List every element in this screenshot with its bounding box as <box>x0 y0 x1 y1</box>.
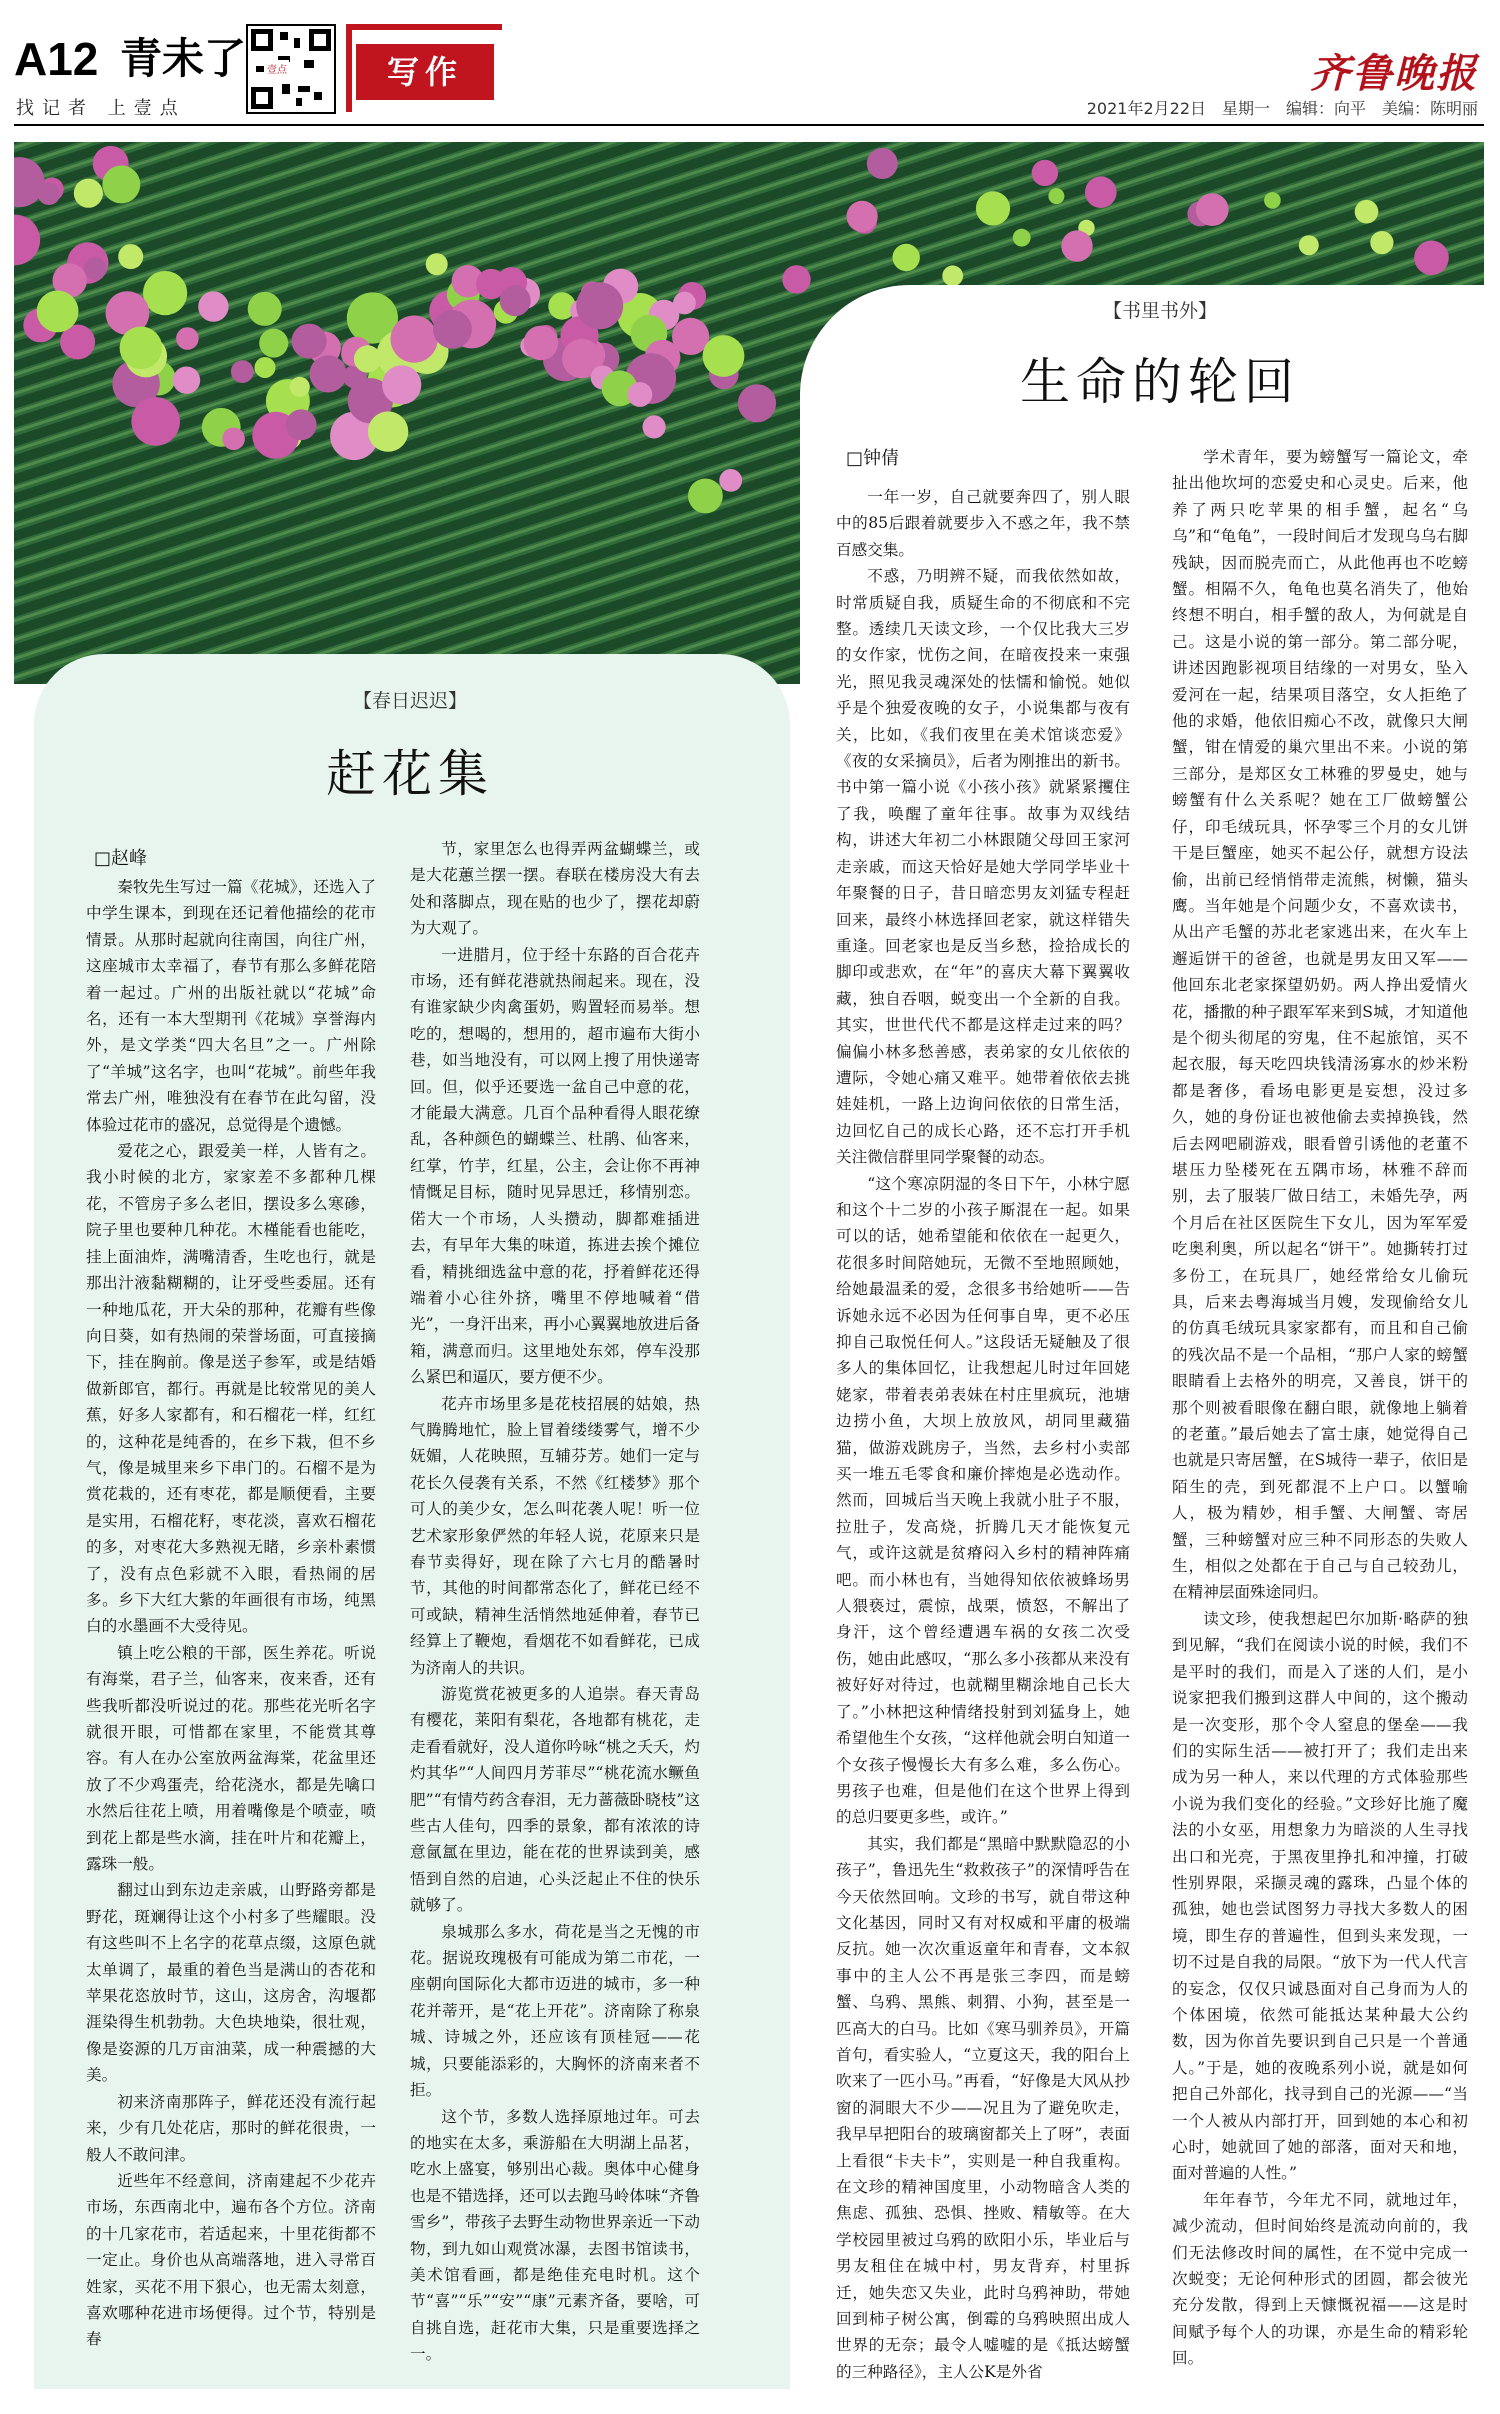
flowering-tree <box>703 335 745 377</box>
flowering-tree <box>391 316 438 363</box>
slogan: 找记者 上壹点 <box>16 98 186 119</box>
flowering-tree <box>118 244 143 269</box>
paragraph: 这个节，多数人选择原地过年。可去的地实在太多，乘游船在大明湖上品茗，吃水上盛宴，够别出心裁。奥体中心健身也是不错选择，还可以去跑马岭体味“齐鲁雪乡”，带孩子去野生动物世界亲近一下动物，到九如山观赏冰瀑，去图书馆读书，美术馆看画，都是绝佳充电时机。这个节“喜”“乐”“安”“康”元素齐备，要啥，可自挑自选，赶花市大集，只是重要选择之一。 <box>410 2107 700 2364</box>
flowering-tree <box>1370 231 1393 254</box>
flowering-tree <box>198 291 228 321</box>
flowering-tree <box>248 292 282 326</box>
flowering-tree <box>942 265 963 286</box>
right-article-column-2 <box>1172 444 1468 2389</box>
flowering-tree <box>290 377 310 397</box>
paragraph: 学术青年，要为螃蟹写一篇论文，牵扯出他坎坷的恋爱史和心灵史。后来，他养了两只吃苹果的相手蟹，起名“乌乌”和“龟龟”，一段时间后才发现乌乌右脚残缺，因而脱壳而亡，从此他再也不吃螃蟹。相隔不久，龟龟也莫名消失了，他始终想不明白，相手蟹的敌人，为何就是自己。这是小说的第一部分。第二部分呢，讲述因跑影视项目结缘的一对男女，坠入爱河在一起，结果项目落空，女人拒绝了他的求婚，他依旧痴心不改，就像只大闸蟹，钳在情爱的巢穴里出不来。小说的第三部分，是郑区女工林雅的罗曼史，她与螃蟹有什么关系呢？她在工厂做螃蟹公仔，印毛绒玩具，怀孕零三个月的女儿饼干是巨蟹座，她买不起公仔，就想方设法偷，出前已经悄悄带走流熊，树懒，猫头鹰。当年她是个问题少女，不喜欢读书，从出产毛蟹的苏北老家逃出来，在火车上邂逅饼干的爸爸，也就是男友田又军——他回东北老家探望奶奶。两人挣出爱情火花，播撒的种子跟军军来到S城，才知道他是个彻头彻尾的穷鬼，住不起旅馆，买不起衣服，每天吃四块钱清汤寡水的炒米粉都是奢侈，看场电影更是妄想，没过多久，她的身份证也被他偷去卖掉换钱，然后去网吧刷游戏，眼看曾引诱他的老董不堪压力坠楼死在五隅市场，林雅不辞而别，去了服装厂做日结工，未婚先孕，两个月后在社区医院生下女儿，因为军军爱吃奥利奥，所以起名“饼干”。她撕转打过多份工，在玩具厂，她经常给女儿偷玩具，后来去粤海城当月嫂，发现偷给女儿的仿真毛绒玩具家家都有，而且和自己偷的残次品不是一个品相，“那户人家的螃蟹眼睛看上去格外的明亮，又善良，饼干的那个则被看眼像在翻白眼，就像地上躺着的老董。”最后她去了富士康，她觉得自己也就是只寄居蟹，在S城待一辈子，依旧是陌生的壳，到死都混不上户口。以蟹喻人，极为精妙，相手蟹、大闸蟹、寄居蟹，三种螃蟹对应三种不同形态的失败人生，相似之处都在于自己与自己较劲儿，在精神层面殊途同归。 <box>1172 448 1468 1602</box>
flowering-tree <box>1414 241 1449 276</box>
flowering-tree <box>1013 229 1031 247</box>
paragraph: 不惑，乃明辨不疑，而我依然如故，时常质疑自我，质疑生命的不彻底和不完整。透续几天读文珍，一个仅比我大三岁的女作家，忧伤之间，在暗夜投来一束强光，照见我灵魂深处的怯懦和愉悦。她似乎是个独爱夜晚的女子，小说集都与夜有关，比如，《我们夜里在美术馆谈恋爱》《夜的女采摘员》，后者为刚推出的新书。书中第一篇小说《小孩小孩》就紧紧攫住了我，唤醒了童年往事。故事为双线结构，讲述大年初二小林跟随父母回王家河走亲戚，而这天恰好是她大学同学毕业十年聚餐的日子，昔日暗恋男友刘猛专程赶回来，最终小林选择回老家，就这样错失重逢。回老家也是反当乡愁，捡拾成长的脚印或悲欢，在“年”的喜庆大幕下翼翼收藏，独自吞咽，蜕变出一个全新的自我。其实，世世代代不都是这样走过来的吗？偏偏小林多愁善感，表弟家的女儿依依的遭际，令她心痛又难平。她带着依依去挑娃娃机，一路上边询问依依的日常生活，边回忆自己的成长心路，还不忘打开手机关注微信群里同学聚餐的动态。 <box>836 567 1130 1167</box>
paragraph: 年年春节，今年尤不同，就地过年，减少流动，但时间始终是流动向前的，我们无法修改时间的属性，在不觉中完成一次蜕变；无论何种形式的团圆，都会彼光充分发散，得到上天慷慨祝福——这是时间赋予每个人的功课，亦是生命的精彩轮回。 <box>1172 2190 1468 2368</box>
section-label: 写作 <box>356 44 494 100</box>
flowering-tree <box>368 411 408 451</box>
flowering-tree <box>673 292 696 315</box>
flowering-tree <box>576 282 623 329</box>
right-article-column-tag: 【书里书外】 <box>1102 300 1217 322</box>
flowering-tree <box>1085 176 1117 208</box>
paragraph: 一进腊月，位于经十东路的百合花卉市场，还有鲜花港就热闹起来。现在，没有谁家缺少肉禽蛋奶，购置轻而易举。想吃的，想喝的，想用的，超市遍布大街小巷，如当地没有，可以网上搜了用快递寄回。但，似乎还要选一盆自己中意的花，才能最大满意。几百个品种看得人眼花缭乱，各种颜色的蝴蝶兰、杜鹃、仙客来，红掌，竹芋，红星，公主，会让你不再神情慨足目标，随时见异思迁，移情别恋。偌大一个市场，人头攒动，脚都难插进去，有早年大集的味道，拣进去挨个摊位看，精挑细选盆中意的花，抒着鲜花还得端着小心往外挤，嘴里不停地喊着“借光”，一身汗出来，再小心翼翼地放进后备箱，满意而归。这里地处东郊，停车没那么紧巴和逼仄，要方便不少。 <box>410 945 700 1387</box>
flowering-tree <box>1299 235 1319 255</box>
flowering-tree <box>643 415 666 438</box>
flowering-tree <box>131 397 180 446</box>
flowering-tree <box>255 357 276 378</box>
flowering-tree <box>102 165 140 203</box>
left-article-title: 赶花集 <box>326 745 494 803</box>
flowering-tree <box>120 327 163 370</box>
left-article-byline: □赵峰 <box>94 848 148 869</box>
flowering-tree <box>524 326 559 361</box>
paragraph: 游览赏花被更多的人追崇。春天青岛有樱花，莱阳有梨花，各地都有桃花，走走看看就好，没人道你吟咏“桃之夭夭，灼灼其华”“人间四月芳菲尽”“桃花流水鳜鱼肥”“有情芍药含春泪，无力蔷薇卧晓枝”这些古人佳句，四季的景象，都有浓浓的诗意氤氲在里边，能在花的世界读到美，感悟到自然的启迪，心头泛起止不住的快乐就够了。 <box>410 1685 700 1915</box>
paragraph: 其实，我们都是“黑暗中默默隐忍的小孩子”，鲁迅先生“救救孩子”的深情呼告在今天依然回响。文珍的书写，就自带这种文化基因，同时又有对权威和平庸的极端反抗。她一次次重返童年和青春，文本叙事中的主人公不再是张三李四，而是螃蟹、乌鸦、黑熊、刺猬、小狗，甚至是一匹高大的白马。比如《寒马驯养员》，开篇首句，看实验人，“立夏这天，我的阳台上吹来了一匹小马。”再看，“好像是大风从抄窗的洞眼大不少——况且为了避免吹走，我早早把阳台的玻璃窗都关上了呀”，表面上看很“卡夫卡”，实则是一种自我重构。在文珍的精神国度里，小动物暗含人类的焦虑、孤独、恐惧、挫败、精敏等。在大学校园里被过乌鸦的欧阳小乐，毕业后与男友租住在城中村，男友背弃，村里拆迁，她失恋又失业，此时乌鸦神助，带她回到柿子树公寓，倒霉的乌鸦映照出成人世界的无奈；最令人嘘嘘的是《抵达螃蟹的三种路径》，主人公K是外省 <box>836 1834 1130 2381</box>
paragraph: 一年一岁，自己就要奔四了，别人眼中的85后跟着就要步入不惑之年，我不禁百感交集。 <box>836 488 1130 559</box>
paragraph: 爱花之心，跟爱美一样，人皆有之。我小时候的北方，家家差不多都种几棵花，不管房子多么老旧，摆设多么寒碜，院子里也要种几种花。木槿能看也能吃，挂上面油炸，满嘴清香，生吃也行，就是那出汁液黏糊糊的，让牙受些委屈。还有一种地瓜花，开大朵的那种，花瓣有些像向日葵，如有热闹的荣誉场面，可直接摘下，挂在胸前。像是送子参军，或是结婚做新郎官，都行。再就是比较常见的美人蕉，好多人家都有，和石榴花一样，红红的，这种花是纯香的，在乡下栽，但不乡气，像是城里来乡下串门的。石榴不是为赏花栽的，还有枣花，都是顺便看，主要是实用，石榴花籽，枣花淡，喜欢石榴花的多，对枣花大多熟视无睹，乡亲朴素惯了，没有点色彩就不入眼，看热闹的居多。乡下大红大紫的年画很有市场，纯黑白的水墨画不大受待见。 <box>86 1142 376 1636</box>
flowering-tree <box>500 285 531 316</box>
qr-code-icon[interactable] <box>246 24 336 114</box>
flowering-tree <box>143 271 187 315</box>
flowering-tree <box>37 291 79 333</box>
header-rule <box>14 124 1484 126</box>
flowering-tree <box>286 409 317 440</box>
left-article-column-2 <box>410 836 700 2384</box>
flowering-tree <box>173 367 200 394</box>
flowering-tree <box>426 253 448 275</box>
paragraph: 节，家里怎么也得弄两盆蝴蝶兰，或是大花蕙兰摆一摆。春联在楼房没大有去处和落脚点，现在贴的也少了，摆花却蔚为大观了。 <box>410 840 700 938</box>
paragraph: 翻过山到东边走亲戚，山野路旁都是野花，斑斓得让这个小村多了些耀眼。没有这些叫不上名字的花草点缀，这原色就太单调了，最重的着色当是满山的杏花和苹果花恣放时节，这山，这房舍，沟堰都涯染得生机勃勃。大色块地染，很壮观，像是姿源的几万亩油菜，成一种震撼的大美。 <box>86 1881 376 2085</box>
flowering-tree <box>84 257 107 280</box>
flowering-tree <box>176 327 199 350</box>
flowering-tree <box>1061 230 1092 261</box>
page-name: 青未了 <box>120 34 247 83</box>
flowering-tree <box>231 360 254 383</box>
flowering-tree <box>893 244 920 271</box>
paragraph: 花卉市场里多是花枝招展的姑娘，热气腾腾地忙，脸上冒着缕缕雾气，增不少妩媚，人花映照，互辅芬芳。她们一定与花长久侵袭有关系，不然《红楼梦》那个可人的美少女，怎么叫花袭人呢！听一位艺术家形象俨然的年轻人说，花原来只是春节卖得好，现在除了六七月的酷暑时节，其他的时间都常态化了，鲜花已经不可或缺，精神生活悄然地延伸着，春节已经算上了鞭炮，看烟花不如看鲜花，已成为济南人的共识。 <box>410 1394 700 1677</box>
flowering-tree <box>719 469 742 492</box>
flowering-tree <box>782 265 810 293</box>
left-article-column-1 <box>86 874 376 2384</box>
page-header <box>0 0 1500 140</box>
left-article-column-tag: 【春日迟迟】 <box>352 690 467 712</box>
flowering-tree <box>354 345 381 372</box>
flowering-tree <box>1048 188 1064 204</box>
page-number: A12 <box>14 33 99 85</box>
paragraph: “这个寒凉阴湿的冬日下午，小林宁愿和这个十二岁的小孩子厮混在一起。如果可以的话，她希望能和依依在一起更久，花很多时间陪她玩，无微不至地照顾她，给她最温柔的爱，念很多书给她听——告诉她永远不必因为任何事自卑，更不必压抑自己取悦任何人。”这段话无疑触及了很多人的集体回忆，让我想起儿时过年回姥姥家，带着表弟表妹在村庄里疯玩，池塘边捞小鱼，大坝上放放风，胡同里藏猫猫，做游戏跳房子，当然，去乡村小卖部买一堆五毛零食和廉价摔炮是必选动作。然而，回城后当天晚上我就小肚子不服，拉肚子，发高烧，折腾几天才能恢复元气，或许这就是贫瘠闷入乡村的精神阵痛吧。而小林也有，当她得知依依被蜂场男人猥亵过，震惊，战栗，愤怒，不解出了身汗，这个曾经遭遇车祸的女孩二次受伤，她由此感叹，“那么多小孩都从来没有被好好对待过，也就糊里糊涂地自己长大了。”小林把这种情绪投射到刘猛身上，她希望他生个女孩，“这样他就会明白知道一个女孩子慢慢长大有多么难，多么伤心。男孩子也难，但是他们在这个世界上得到的总归要更多些，或许。” <box>836 1174 1130 1827</box>
flowering-tree <box>310 355 347 392</box>
flowering-tree <box>222 428 245 451</box>
qr-label: 壹点 <box>265 60 289 77</box>
paragraph: 初来济南那阵子，鲜花还没有流行起来，少有几处花店，那时的鲜花很贵，一般人不敢问津。 <box>86 2092 376 2164</box>
right-col2-paragraphs <box>1172 444 1468 2372</box>
flowering-tree <box>628 382 653 407</box>
flowering-tree <box>847 201 878 232</box>
right-article-title: 生命的轮回 <box>1020 353 1300 411</box>
flowering-tree <box>1264 192 1281 209</box>
flowering-tree <box>688 479 723 514</box>
flowering-tree <box>259 329 288 358</box>
newspaper-logo: 齐鲁晚报 <box>1310 50 1478 97</box>
flowering-tree <box>738 384 776 422</box>
flowering-tree <box>1032 160 1058 186</box>
paragraph: 秦牧先生写过一篇《花城》，还选入了中学生课本，到现在还记着他描绘的花市情景。从那时起就向往南国，向往广州，这座城市太幸福了，春节有那么多鲜花陪着一起过。广州的出版社就以“花城”命名，还有一本大型期刊《花城》享誉海内外，是文学类“四大名旦”之一。广州除了“羊城”这名字，也叫“花城”。前些年我常去广州，唯独没有在春节在此勾留，没体验过花市的盛况，总觉得是个遗憾。 <box>86 878 376 1134</box>
paragraph: 近些年不经意间，济南建起不少花卉市场，东西南北中，遍布各个方位。济南的十几家花市，若适起来，十里花街都不一定止。身价也从高端落地，进入寻常百姓家，买花不用下狠心，也无需太刻意，喜欢哪种花进市场便得。过个节，特别是春 <box>86 2171 376 2349</box>
flowering-tree <box>1355 200 1379 224</box>
flowering-tree <box>1196 193 1229 226</box>
paragraph: 镇上吃公粮的干部，医生养花。听说有海棠，君子兰，仙客来，夜来香，还有些我听都没听说过的花。那些花光听名字就很开眼，可惜都在家里，不能赏其尊容。有人在办公室放两盆海棠，花盆里还放了不少鸡蛋壳，给花浇水，都是先噙口水然后往花上喷，用着嘴像是个喷壶，喷到花上都是些水滴，挂在叶片和花瓣上，露珠一般。 <box>86 1643 376 1874</box>
right-article-byline: □钟倩 <box>846 448 900 469</box>
flowering-tree <box>867 148 898 179</box>
left-col2-paragraphs <box>410 836 700 2368</box>
paragraph: 泉城那么多水，荷花是当之无愧的市花。据说玫瑰极有可能成为第二市花，一座朝向国际化大都市迈进的城市，多一种花并蒂开，是“花上开花”。济南除了称泉城、诗城之外，还应该有顶桂冠——花城，只要能添彩的，大胸怀的济南来者不拒。 <box>410 1922 700 2100</box>
right-article-column-1 <box>836 484 1130 2389</box>
flowering-tree <box>976 191 1010 225</box>
flowering-tree <box>74 179 103 208</box>
left-col1-paragraphs <box>86 874 376 2353</box>
issue-meta: 2021年2月22日 星期一 编辑：向平 美编：陈明丽 <box>1086 99 1478 118</box>
flowering-tree <box>292 324 327 359</box>
flowering-tree <box>433 310 472 349</box>
flowering-tree <box>382 365 421 404</box>
right-col1-paragraphs <box>836 484 1130 2385</box>
paragraph: 读文珍，使我想起巴尔加斯·略萨的独到见解，“我们在阅读小说的时候，我们不是平时的我们，而是入了迷的人们，是小说家把我们搬到这群人中间的，这个搬动是一次变形，那个令人窒息的堡垒——我们的实际生活——被打开了；我们走出来成为另一种人，来以代理的方式体验那些小说为我们变化的经验。”文珍好比施了魔法的小女巫，用想象力为暗淡的人生寻找出口和光亮，于黑夜里挣扎和冲撞，打破性别界限，采撷灵魂的露珠，凸显个体的孤独，她也尝试图努力寻找大多数人的困境，即生存的普遍性，但到头来发现，一切不过是自我的局限。“放下为一代人代言的妄念，仅仅只诚恳面对自己身而为人的个体困境，依然可能抵达某种最大公约数，因为你首先要识到自己只是一个普通人。”于是，她的夜晚系列小说，就是如何把自己外部化，找寻到自己的光源——“当一个人被从内部打开，回到她的本心和初心时，她就回了她的部落，面对天和地，面对普遍的人性。” <box>1172 1609 1468 2183</box>
